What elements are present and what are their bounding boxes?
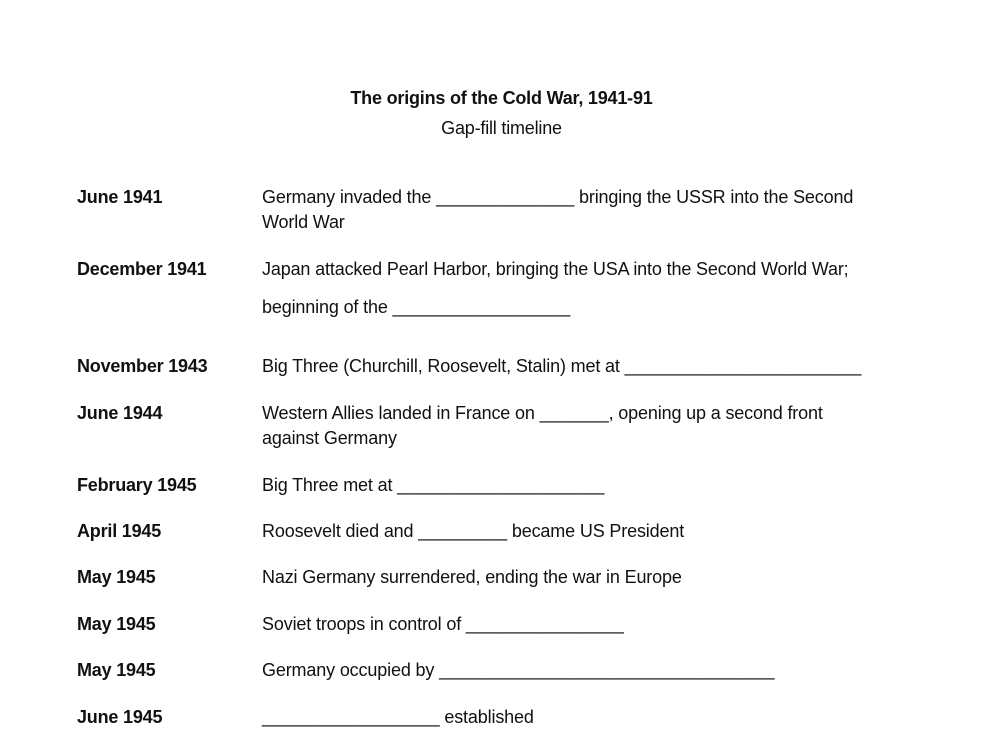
event-text-line: Nazi Germany surrendered, ending the war in Europe: [262, 567, 682, 587]
event-text-line: World War: [262, 212, 345, 232]
timeline-event: [262, 401, 922, 451]
event-text-line: against Germany: [262, 428, 397, 448]
timeline-date: December 1941: [77, 259, 207, 279]
timeline-event: [262, 658, 922, 683]
event-text-line: __________________ established: [262, 707, 534, 727]
timeline-date: June 1941: [77, 187, 163, 207]
event-text-line: Roosevelt died and _________ became US President: [262, 521, 685, 541]
timeline-event: [262, 705, 922, 730]
timeline-date: May 1945: [77, 614, 156, 634]
page-subtitle: Gap-fill timeline: [441, 118, 562, 138]
timeline-date: June 1944: [77, 403, 163, 423]
timeline-event: [262, 473, 922, 498]
event-text-line: Germany occupied by __________________________________: [262, 660, 775, 680]
timeline-date: June 1945: [77, 707, 163, 727]
timeline-event: [262, 354, 922, 379]
timeline-event: [262, 565, 922, 590]
event-text-line: Germany invaded the ______________ bringing the USSR into the Second: [262, 187, 854, 207]
timeline-event: [262, 185, 922, 235]
event-text-line: Japan attacked Pearl Harbor, bringing the USA into the Second World War;: [262, 259, 849, 279]
event-text-line: Big Three (Churchill, Roosevelt, Stalin) met at ________________________: [262, 356, 862, 376]
timeline-event: [262, 519, 922, 544]
event-text-line: Western Allies landed in France on _______, opening up a second front: [262, 403, 823, 423]
event-text-line: Big Three met at _____________________: [262, 475, 605, 495]
timeline-event: [262, 257, 922, 320]
page-title: The origins of the Cold War, 1941-91: [350, 88, 653, 108]
timeline-date: April 1945: [77, 521, 162, 541]
timeline-date: November 1943: [77, 356, 208, 376]
timeline-date: May 1945: [77, 660, 156, 680]
event-text-line: beginning of the __________________: [262, 297, 571, 317]
timeline-date: February 1945: [77, 475, 197, 495]
event-text-line: Soviet troops in control of ________________: [262, 614, 624, 634]
timeline-event: [262, 612, 922, 637]
timeline-date: May 1945: [77, 567, 156, 587]
